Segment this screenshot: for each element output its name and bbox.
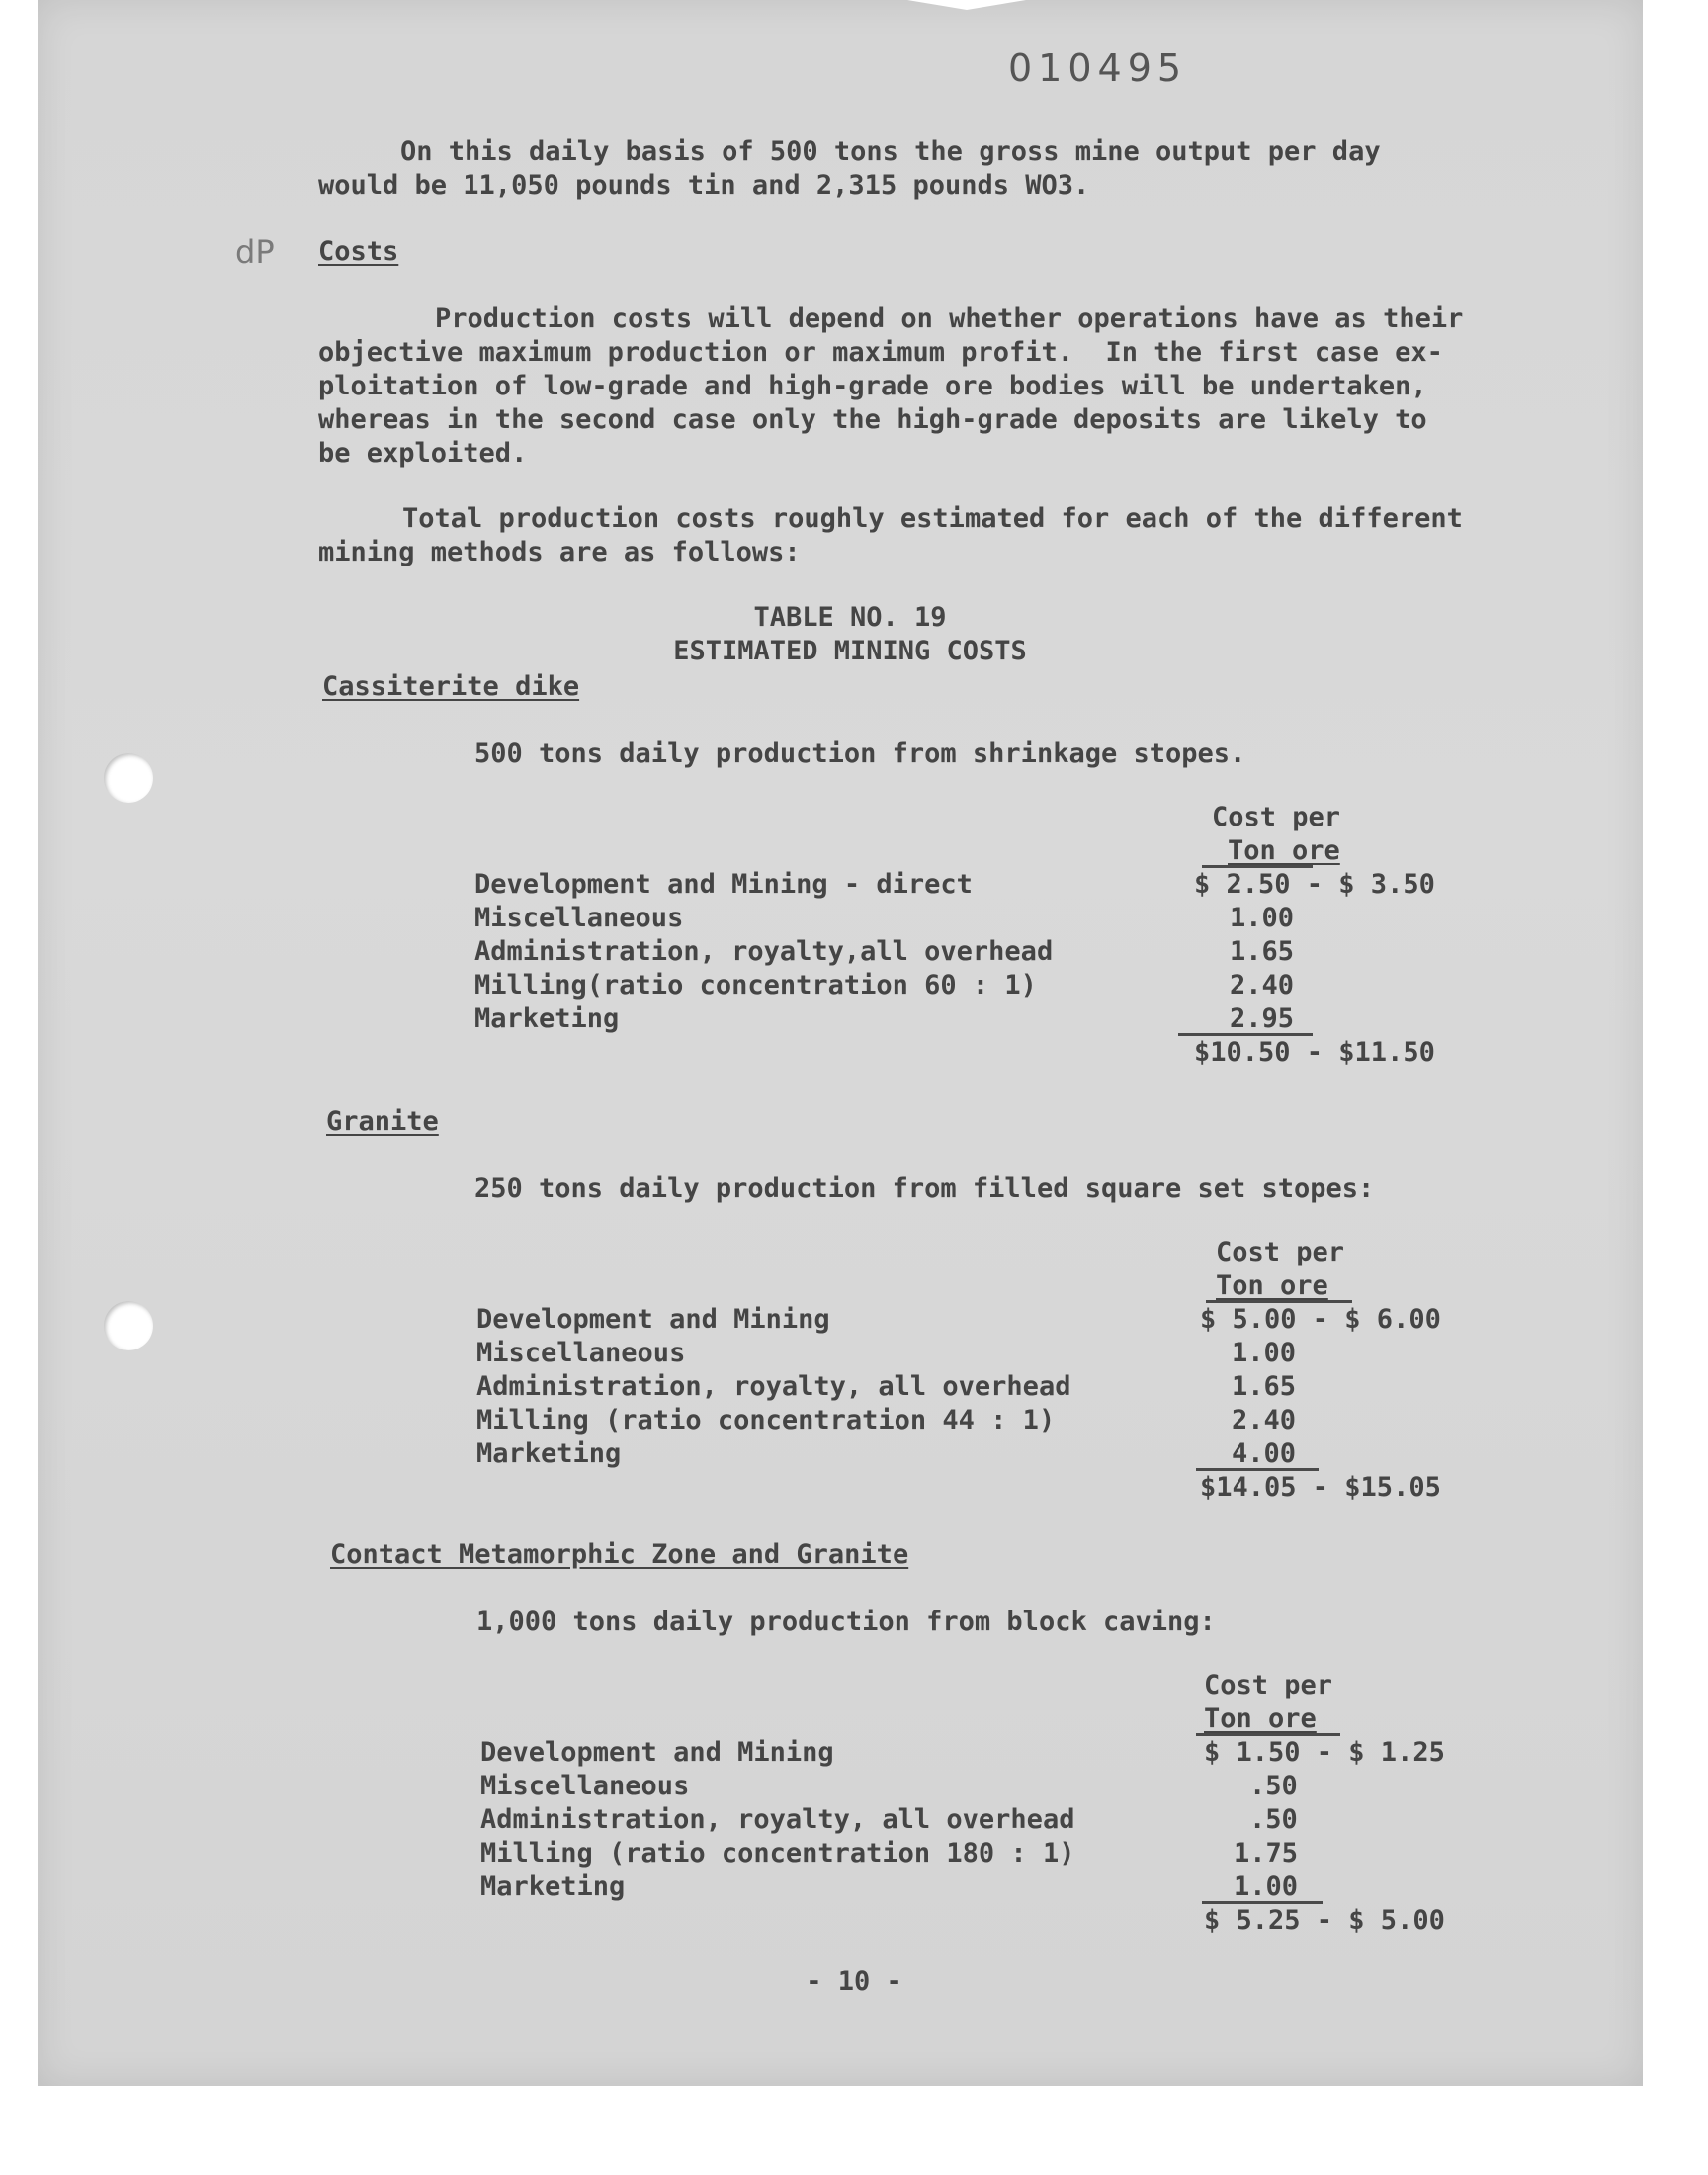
paragraph2-line-2: mining methods are as follows: [318, 537, 801, 567]
row-label: Marketing [474, 1003, 620, 1034]
row-value: 1.00 [1230, 903, 1295, 933]
row-label: Milling (ratio concentration 180 : 1) [480, 1838, 1075, 1869]
intro-line-1: On this daily basis of 500 tons the gross mine output per day [400, 136, 1381, 167]
column-header-ton-ore: Ton ore [1228, 835, 1340, 866]
row-value: .50 [1249, 1771, 1298, 1801]
table-title: TABLE NO. 19 [753, 602, 947, 633]
row-label: Administration, royalty, all overhead [476, 1371, 1071, 1402]
section-heading-contact-metamorphic: Contact Metamorphic Zone and Granite [330, 1539, 909, 1570]
column-header-ton-ore: Ton ore [1216, 1270, 1328, 1301]
punch-hole-upper [104, 753, 153, 803]
column-header-ton-ore: Ton ore [1204, 1703, 1317, 1734]
row-value: 1.00 [1232, 1338, 1297, 1368]
row-label: Milling(ratio concentration 60 : 1) [474, 970, 1037, 1000]
row-label: Development and Mining [480, 1737, 834, 1768]
row-value: 1.65 [1230, 936, 1295, 967]
table-subtitle: ESTIMATED MINING COSTS [673, 636, 1027, 666]
section-description: 500 tons daily production from shrinkage stopes. [474, 739, 1246, 769]
column-header-cost-per: Cost per [1204, 1670, 1333, 1700]
row-value: 2.40 [1230, 970, 1295, 1000]
section-total: $ 5.25 - $ 5.00 [1204, 1905, 1445, 1936]
row-label: Administration, royalty,all overhead [474, 936, 1054, 967]
row-value: 1.75 [1234, 1838, 1299, 1869]
paragraph1-line-4: whereas in the second case only the high-grade deposits are likely to [318, 404, 1427, 435]
section-total: $14.05 - $15.05 [1200, 1472, 1441, 1503]
serial-number: 010495 [1008, 46, 1188, 90]
paragraph1-line-3: ploitation of low-grade and high-grade ore bodies will be undertaken, [318, 371, 1427, 401]
section-description: 250 tons daily production from filled square set stopes: [474, 1174, 1375, 1204]
row-value: $ 2.50 - $ 3.50 [1194, 869, 1435, 900]
row-value: 4.00 [1232, 1438, 1297, 1469]
row-value: .50 [1249, 1804, 1298, 1835]
column-header-cost-per: Cost per [1212, 802, 1341, 832]
row-label: Development and Mining - direct [474, 869, 973, 900]
page-number: - 10 - [806, 1966, 902, 1997]
row-value: 2.95 [1230, 1003, 1295, 1034]
row-label: Miscellaneous [474, 903, 684, 933]
row-label: Development and Mining [476, 1304, 830, 1335]
row-value: $ 5.00 - $ 6.00 [1200, 1304, 1441, 1335]
row-label: Miscellaneous [476, 1338, 686, 1368]
paragraph1-line-5: be exploited. [318, 438, 528, 469]
row-label: Marketing [480, 1871, 626, 1902]
margin-note: dP [235, 233, 275, 271]
row-value: 1.65 [1232, 1371, 1297, 1402]
paragraph2-line-1: Total production costs roughly estimated for each of the different [402, 503, 1463, 534]
costs-heading: Costs [318, 236, 399, 267]
row-value: 1.00 [1234, 1871, 1299, 1902]
page-notch [907, 0, 1026, 10]
paragraph1-line-2: objective maximum production or maximum profit. In the first case ex- [318, 337, 1443, 368]
intro-line-2: would be 11,050 pounds tin and 2,315 pounds WO3. [318, 170, 1090, 201]
column-header-cost-per: Cost per [1216, 1237, 1345, 1267]
section-heading-cassiterite: Cassiterite dike [322, 671, 580, 702]
row-label: Marketing [476, 1438, 622, 1469]
paragraph1-line-1: Production costs will depend on whether operations have as their [435, 304, 1464, 334]
row-label: Administration, royalty, all overhead [480, 1804, 1075, 1835]
row-label: Miscellaneous [480, 1771, 690, 1801]
section-heading-granite: Granite [326, 1106, 439, 1137]
row-value: 2.40 [1232, 1405, 1297, 1436]
row-label: Milling (ratio concentration 44 : 1) [476, 1405, 1056, 1436]
section-total: $10.50 - $11.50 [1194, 1037, 1435, 1068]
punch-hole-lower [104, 1301, 153, 1350]
row-value: $ 1.50 - $ 1.25 [1204, 1737, 1445, 1768]
section-description: 1,000 tons daily production from block caving: [476, 1607, 1216, 1637]
